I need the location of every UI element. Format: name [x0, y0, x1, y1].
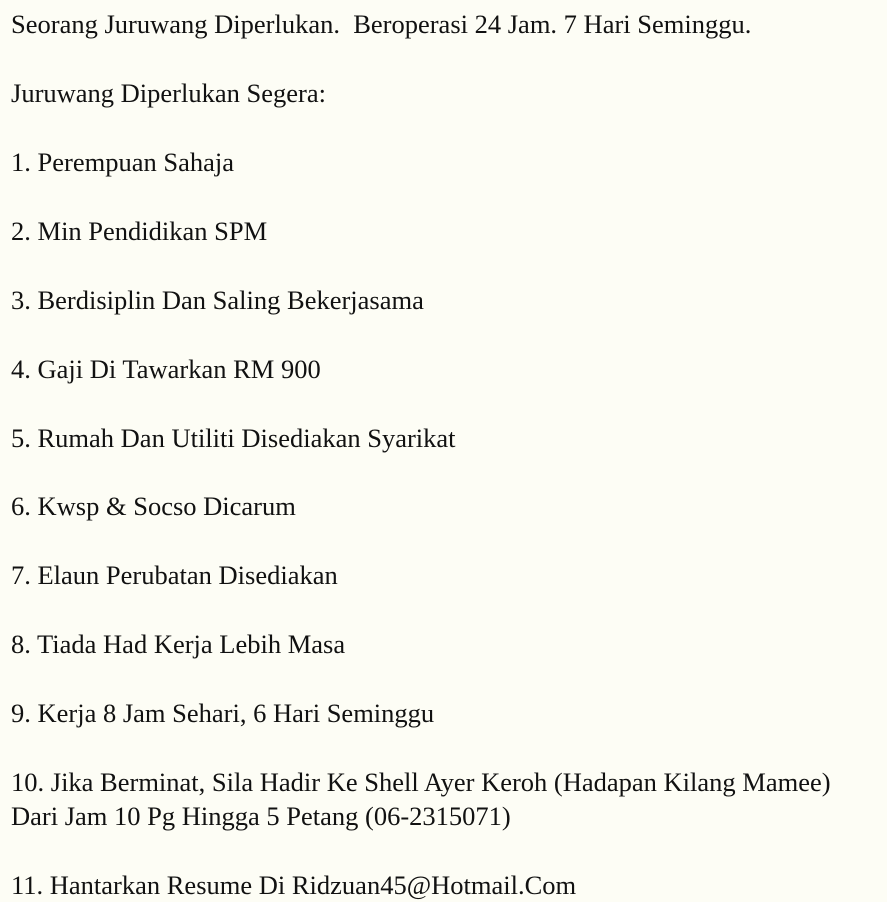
- list-item: 6. Kwsp & Socso Dicarum: [11, 491, 296, 521]
- list-item: 11. Hantarkan Resume Di Ridzuan45@Hotmail.Com: [11, 870, 577, 900]
- list-item: 3. Berdisiplin Dan Saling Bekerjasama: [11, 285, 424, 315]
- list-item: 7. Elaun Perubatan Disediakan: [11, 560, 338, 590]
- list-item: 9. Kerja 8 Jam Sehari, 6 Hari Seminggu: [11, 698, 435, 728]
- list-item: 8. Tiada Had Kerja Lebih Masa: [11, 629, 346, 659]
- intro-text: Seorang Juruwang Diperlukan. Beroperasi 24 Jam. 7 Hari Seminggu.: [11, 9, 752, 39]
- list-item: 2. Min Pendidikan SPM: [11, 216, 268, 246]
- list-item: 5. Rumah Dan Utiliti Disediakan Syarikat: [11, 423, 456, 453]
- list-item: 4. Gaji Di Tawarkan RM 900: [11, 354, 321, 384]
- list-item: 10. Jika Berminat, Sila Hadir Ke Shell Ayer Keroh (Hadapan Kilang Mamee) Dari Jam 10 Pg Hingga 5 Petang (06-2315071): [11, 767, 831, 831]
- list-item: 1. Perempuan Sahaja: [11, 147, 234, 177]
- requirements-heading: Juruwang Diperlukan Segera:: [11, 78, 326, 108]
